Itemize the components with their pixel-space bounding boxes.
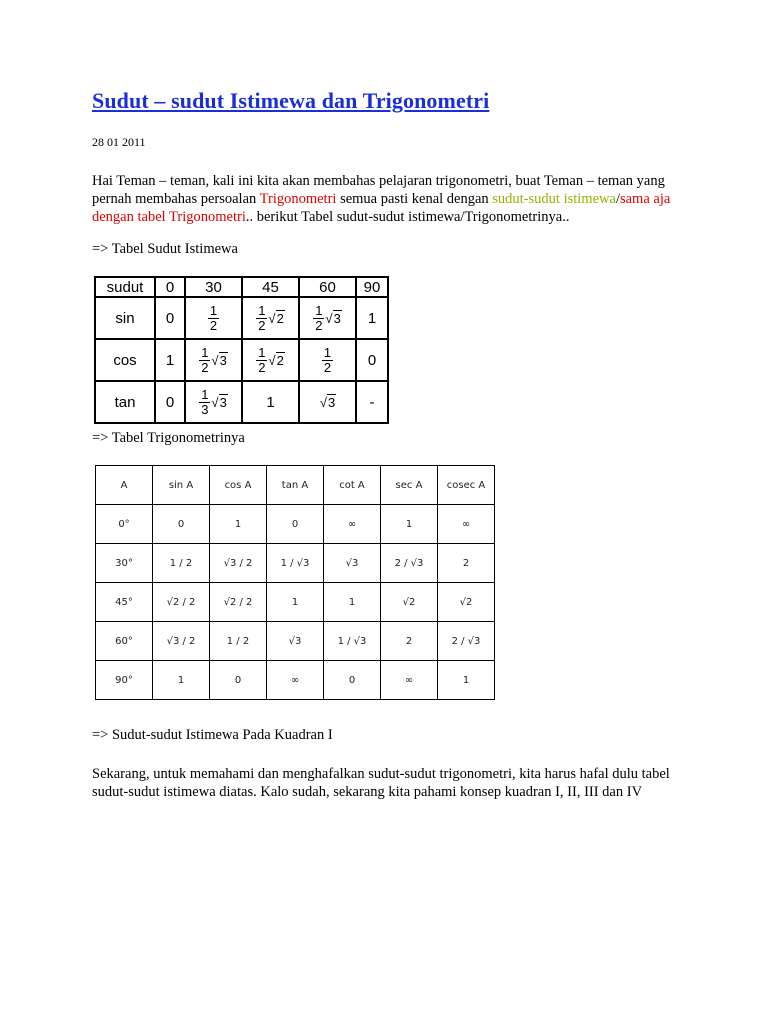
table2-cell: ∞ — [381, 661, 438, 700]
table1-row-cos — [95, 339, 388, 381]
sudut-istimewa-table — [94, 276, 389, 424]
table2-cell: 30° — [96, 544, 153, 583]
table1-row-tan — [95, 381, 388, 423]
table2-cell: √2 / 2 — [153, 583, 210, 622]
table1-header-cell: 30 — [185, 277, 242, 297]
fraction: $\frac{1}{2}$ — [315, 302, 323, 333]
table2-cell: ∞ — [267, 661, 324, 700]
table2-header-cell: cosec A — [438, 466, 495, 505]
slash-text: / — [615, 191, 620, 207]
table-row — [96, 622, 495, 661]
intro-text-2: semua pasti kenal dengan — [336, 191, 493, 207]
fraction: $\frac{1}{2}$ — [258, 302, 266, 333]
table2-cell: 1 — [438, 661, 495, 700]
table1-header-cell: 60 — [299, 277, 356, 297]
table-row — [96, 505, 495, 544]
table1-cell — [299, 297, 356, 339]
table1-cell: 0 — [356, 339, 388, 381]
sama-aja-link[interactable]: sama aja dengan tabel Trigonometri — [92, 191, 671, 225]
fraction: $\frac{1}{3}$ — [201, 386, 209, 417]
table1-cell — [242, 297, 299, 339]
table-row — [96, 583, 495, 622]
sqrt-icon: √3 — [319, 395, 336, 411]
section3-label: => Sudut-sudut Istimewa Pada Kuadran I — [92, 727, 333, 743]
table1-cell — [185, 381, 242, 423]
table2-cell: 60° — [96, 622, 153, 661]
intro-paragraph — [92, 172, 682, 226]
table2-cell: 1 — [267, 583, 324, 622]
table2-cell: √2 — [438, 583, 495, 622]
table1-header-row — [95, 277, 388, 297]
row-label-cos: cos — [95, 339, 155, 381]
table1-cell: - — [356, 381, 388, 423]
post-date: 28 01 2011 — [92, 135, 146, 149]
sqrt-icon: √3 — [325, 310, 341, 326]
table1-cell: 1 — [155, 339, 185, 381]
table2-cell: 2 — [438, 544, 495, 583]
sqrt-icon: √2 — [268, 310, 284, 326]
table2-cell: 1 / 2 — [210, 622, 267, 661]
table-row — [96, 544, 495, 583]
intro-text-1: Hai Teman – teman, kali ini kita akan membahas pelajaran trigonometri, buat Teman – teman yang pernah membahas persoalan — [92, 173, 665, 207]
trigonometri-table — [95, 465, 495, 700]
table1-cell — [242, 339, 299, 381]
table2-cell: 0 — [210, 661, 267, 700]
fraction: $\frac{1}{2}$ — [258, 344, 266, 375]
row-label-sin: sin — [95, 297, 155, 339]
fraction: $\frac{1}{2}$ — [323, 344, 332, 375]
sudut-istimewa-link[interactable]: sudut-sudut istimewa — [492, 191, 616, 207]
table2-header-cell: cos A — [210, 466, 267, 505]
table1-row-sin — [95, 297, 388, 339]
table2-header-cell: cot A — [324, 466, 381, 505]
table2-header-cell: A — [96, 466, 153, 505]
table1-header-cell: 45 — [242, 277, 299, 297]
table2-cell: 2 — [381, 622, 438, 661]
table1-cell — [185, 339, 242, 381]
table1-label: => Tabel Sudut Istimewa — [92, 241, 238, 257]
table2-header-cell: tan A — [267, 466, 324, 505]
table1-cell — [299, 381, 356, 423]
table1-cell: 1 — [356, 297, 388, 339]
table2-cell: √3 — [267, 622, 324, 661]
table2-header-cell: sec A — [381, 466, 438, 505]
table2-cell: 2 / √3 — [381, 544, 438, 583]
sqrt-icon: √3 — [211, 352, 227, 368]
table1-header-cell: sudut — [95, 277, 155, 297]
table1-cell — [299, 339, 356, 381]
table2-cell: 0 — [153, 505, 210, 544]
table2-cell: 1 — [324, 583, 381, 622]
table2-cell: 1 — [381, 505, 438, 544]
table2-cell: 0 — [267, 505, 324, 544]
table2-cell: 0 — [324, 661, 381, 700]
table2-cell: √2 / 2 — [210, 583, 267, 622]
table2-cell: 1 / √3 — [267, 544, 324, 583]
table1-cell — [185, 297, 242, 339]
table2-cell: 1 / 2 — [153, 544, 210, 583]
table2-cell: √3 / 2 — [210, 544, 267, 583]
table2-cell: 45° — [96, 583, 153, 622]
table2-cell: 1 / √3 — [324, 622, 381, 661]
table-row — [96, 661, 495, 700]
fraction: $\frac{1}{2}$ — [209, 302, 218, 333]
article — [92, 88, 692, 801]
table2-label: => Tabel Trigonometrinya — [92, 430, 245, 446]
table2-cell: 1 — [153, 661, 210, 700]
table2-header-row — [96, 466, 495, 505]
table1-cell: 0 — [155, 381, 185, 423]
table1-cell: 0 — [155, 297, 185, 339]
table2-cell: 90° — [96, 661, 153, 700]
final-paragraph: Sekarang, untuk memahami dan menghafalkan sudut-sudut trigonometri, kita harus hafal dulu tabel sudut-sudut istimewa diatas. Kalo sudah, sekarang kita pahami konsep kuadran I, II, III dan IV — [92, 766, 670, 800]
table2-cell: ∞ — [324, 505, 381, 544]
intro-text-3: .. berikut Tabel sudut-sudut istimewa/Trigonometrinya.. — [245, 209, 570, 225]
table1-header-cell: 90 — [356, 277, 388, 297]
table1-cell: 1 — [242, 381, 299, 423]
sqrt-icon: √3 — [211, 394, 227, 410]
table2-cell: √3 — [324, 544, 381, 583]
row-label-tan: tan — [95, 381, 155, 423]
table2-cell: √2 — [381, 583, 438, 622]
page-title[interactable]: Sudut – sudut Istimewa dan Trigonometri — [92, 88, 490, 113]
fraction: $\frac{1}{2}$ — [201, 344, 209, 375]
table2-cell: 0° — [96, 505, 153, 544]
table2-cell: 2 / √3 — [438, 622, 495, 661]
table2-header-cell: sin A — [153, 466, 210, 505]
table2-cell: √3 / 2 — [153, 622, 210, 661]
sqrt-icon: √2 — [268, 352, 284, 368]
table2-cell: 1 — [210, 505, 267, 544]
table2-cell: ∞ — [438, 505, 495, 544]
table1-header-cell: 0 — [155, 277, 185, 297]
trigonometri-link[interactable]: Trigonometri — [259, 191, 337, 207]
